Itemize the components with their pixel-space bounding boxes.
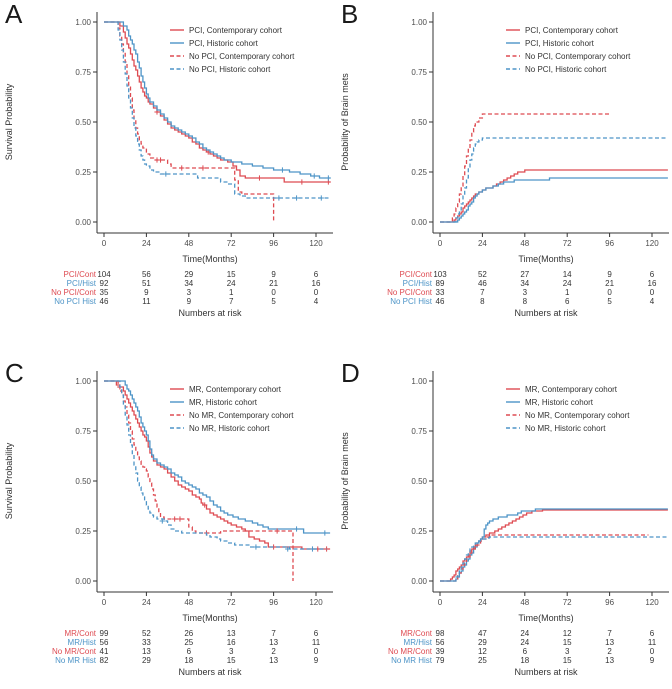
y-tick-label: 1.00	[75, 17, 91, 27]
risk-value: 0	[649, 288, 655, 297]
x-tick-label: 72	[562, 598, 572, 607]
risk-value: 41	[99, 647, 109, 656]
legend-label: No MR, Historic cohort	[189, 423, 270, 433]
risk-row-label: PCI/Hist	[402, 279, 432, 288]
panel-b-letter: B	[341, 0, 359, 29]
y-axis-title: Survival Probability	[4, 442, 14, 520]
risk-row-label: No PCI/Cont	[51, 288, 96, 297]
y-tick-label: 0.25	[411, 167, 427, 177]
y-tick-label: 1.00	[411, 17, 427, 27]
risk-row-label: No PCI/Cont	[387, 288, 432, 297]
risk-value: 0	[649, 647, 655, 656]
censor-mark	[179, 165, 184, 170]
x-tick-label: 48	[184, 598, 194, 607]
risk-value: 34	[184, 279, 194, 288]
legend-label: MR, Contemporary cohort	[189, 384, 282, 394]
panel-c-chart	[0, 359, 336, 689]
risk-value: 7	[271, 629, 276, 638]
x-tick-label: 120	[309, 239, 323, 248]
risk-value: 1	[564, 288, 570, 297]
risk-row-label: No PCI Hist	[390, 297, 432, 306]
risk-value: 56	[141, 270, 151, 279]
risk-value: 98	[435, 629, 445, 638]
x-tick-label: 48	[520, 239, 530, 248]
censor-mark	[312, 173, 317, 178]
panel-a-chart	[0, 0, 336, 330]
x-axis-title: Time(Months)	[182, 613, 238, 623]
km-curve	[440, 509, 668, 581]
panel-a	[0, 0, 336, 330]
risk-value: 89	[435, 279, 445, 288]
x-tick-label: 96	[605, 598, 615, 607]
x-axis-title: Time(Months)	[518, 254, 574, 264]
x-axis-title: Time(Months)	[518, 613, 574, 623]
risk-value: 6	[564, 297, 570, 306]
risk-value: 9	[313, 656, 319, 665]
risk-value: 16	[226, 638, 236, 647]
risk-value: 13	[605, 638, 615, 647]
risk-value: 99	[99, 629, 109, 638]
risk-value: 6	[649, 270, 655, 279]
risk-value: 2	[607, 647, 612, 656]
y-axis-title: Probability of Brain mets	[340, 432, 350, 530]
risk-value: 25	[477, 656, 487, 665]
legend-label: No PCI, Historic cohort	[189, 64, 271, 74]
risk-value: 0	[313, 647, 319, 656]
risk-value: 104	[97, 270, 111, 279]
risk-table-title: Numbers at risk	[178, 308, 242, 318]
risk-value: 46	[99, 297, 109, 306]
risk-value: 11	[311, 638, 321, 647]
risk-row-label: No MR Hist	[55, 656, 96, 665]
risk-value: 9	[607, 270, 612, 279]
y-tick-label: 0.75	[411, 67, 427, 77]
x-tick-label: 24	[141, 598, 151, 607]
risk-value: 92	[99, 279, 109, 288]
risk-value: 0	[607, 288, 612, 297]
risk-row-label: PCI/Cont	[63, 270, 96, 279]
risk-value: 16	[311, 279, 321, 288]
x-tick-label: 72	[226, 239, 236, 248]
risk-table-title: Numbers at risk	[514, 667, 578, 677]
legend-label: MR, Contemporary cohort	[525, 384, 618, 394]
risk-value: 0	[271, 288, 276, 297]
panel-d-chart	[336, 359, 672, 689]
x-tick-label: 24	[477, 598, 487, 607]
risk-value: 16	[647, 279, 657, 288]
legend-label: No PCI, Contemporary cohort	[189, 51, 295, 61]
risk-value: 51	[141, 279, 151, 288]
risk-value: 11	[647, 638, 657, 647]
legend-label: PCI, Contemporary cohort	[189, 25, 282, 35]
x-tick-label: 72	[226, 598, 236, 607]
risk-value: 12	[562, 629, 572, 638]
risk-value: 9	[186, 297, 192, 306]
y-tick-label: 0.50	[411, 476, 427, 486]
x-tick-label: 120	[645, 239, 659, 248]
risk-value: 29	[184, 270, 194, 279]
y-tick-label: 1.00	[75, 376, 91, 386]
censor-mark	[319, 195, 324, 200]
risk-value: 33	[141, 638, 151, 647]
x-tick-label: 120	[645, 598, 659, 607]
risk-value: 79	[435, 656, 445, 665]
risk-value: 82	[99, 656, 109, 665]
risk-value: 24	[226, 279, 236, 288]
censor-mark	[280, 167, 285, 172]
risk-value: 15	[226, 270, 236, 279]
risk-value: 56	[99, 638, 109, 647]
censor-mark	[322, 530, 327, 535]
y-tick-label: 0.00	[75, 576, 91, 586]
risk-value: 56	[435, 638, 445, 647]
legend-label: No MR, Contemporary cohort	[525, 410, 630, 420]
km-curve	[440, 535, 649, 581]
risk-value: 103	[433, 270, 447, 279]
x-tick-label: 0	[101, 239, 107, 248]
panel-a-letter: A	[5, 0, 23, 29]
risk-value: 26	[184, 629, 194, 638]
y-tick-label: 0.00	[411, 576, 427, 586]
risk-value: 8	[522, 297, 528, 306]
risk-table-title: Numbers at risk	[514, 308, 578, 318]
risk-value: 13	[269, 656, 279, 665]
censor-mark	[163, 171, 168, 176]
risk-row-label: MR/Cont	[400, 629, 432, 638]
x-tick-label: 0	[437, 239, 443, 248]
risk-row-label: No MR Hist	[391, 656, 432, 665]
risk-value: 15	[562, 638, 572, 647]
censor-mark	[294, 526, 299, 531]
x-tick-label: 0	[437, 598, 443, 607]
legend-label: MR, Historic cohort	[525, 397, 594, 407]
risk-value: 7	[228, 297, 234, 306]
risk-value: 8	[480, 297, 485, 306]
risk-row-label: MR/Cont	[64, 629, 96, 638]
x-tick-label: 72	[562, 239, 572, 248]
censor-mark	[326, 175, 331, 180]
risk-value: 2	[271, 647, 276, 656]
censor-mark	[200, 165, 205, 170]
censor-mark	[299, 179, 304, 184]
risk-row-label: MR/Hist	[67, 638, 96, 647]
legend-label: PCI, Historic cohort	[189, 38, 258, 48]
risk-value: 39	[435, 647, 445, 656]
risk-value: 52	[141, 629, 151, 638]
risk-value: 6	[522, 647, 528, 656]
x-tick-label: 48	[520, 598, 530, 607]
panel-c	[0, 359, 336, 689]
y-tick-label: 0.75	[411, 426, 427, 436]
y-tick-label: 0.50	[411, 117, 427, 127]
risk-value: 7	[480, 288, 485, 297]
risk-value: 15	[226, 656, 236, 665]
y-tick-label: 0.25	[411, 526, 427, 536]
x-tick-label: 48	[184, 239, 194, 248]
risk-value: 3	[564, 647, 570, 656]
risk-value: 12	[477, 647, 487, 656]
risk-value: 9	[144, 288, 149, 297]
risk-value: 6	[313, 270, 319, 279]
km-curve	[440, 510, 668, 581]
risk-value: 24	[520, 638, 530, 647]
risk-value: 6	[649, 629, 655, 638]
x-tick-label: 96	[269, 239, 279, 248]
panel-d-letter: D	[341, 358, 360, 388]
risk-row-label: No MR/Cont	[51, 647, 96, 656]
risk-value: 24	[562, 279, 572, 288]
risk-value: 18	[520, 656, 530, 665]
risk-value: 21	[605, 279, 615, 288]
risk-value: 4	[649, 297, 655, 306]
risk-value: 5	[271, 297, 276, 306]
risk-row-label: No PCI Hist	[54, 297, 96, 306]
risk-value: 21	[269, 279, 279, 288]
risk-value: 29	[477, 638, 487, 647]
panel-b-chart	[336, 0, 672, 330]
x-tick-label: 0	[101, 598, 107, 607]
risk-value: 33	[435, 288, 445, 297]
legend-label: MR, Historic cohort	[189, 397, 258, 407]
risk-value: 5	[607, 297, 612, 306]
x-tick-label: 96	[269, 598, 279, 607]
legend-label: No PCI, Contemporary cohort	[525, 51, 631, 61]
y-tick-label: 0.50	[75, 117, 91, 127]
x-tick-label: 120	[309, 598, 323, 607]
risk-value: 13	[226, 629, 236, 638]
km-curve	[440, 178, 668, 222]
risk-value: 25	[184, 638, 194, 647]
risk-value: 3	[186, 288, 192, 297]
y-tick-label: 0.25	[75, 167, 91, 177]
legend-label: PCI, Historic cohort	[525, 38, 594, 48]
censor-mark	[310, 546, 315, 551]
legend-label: No MR, Historic cohort	[525, 423, 606, 433]
censor-mark	[172, 516, 177, 521]
risk-value: 13	[605, 656, 615, 665]
panel-b	[336, 0, 672, 330]
censor-mark	[158, 157, 163, 162]
legend-label: PCI, Contemporary cohort	[525, 25, 618, 35]
x-tick-label: 96	[605, 239, 615, 248]
y-tick-label: 1.00	[411, 376, 427, 386]
risk-value: 9	[649, 656, 655, 665]
y-axis-title: Probability of Brain mets	[340, 73, 350, 171]
risk-value: 1	[228, 288, 234, 297]
risk-value: 27	[520, 270, 530, 279]
risk-value: 4	[313, 297, 319, 306]
risk-value: 11	[142, 297, 151, 306]
risk-row-label: MR/Hist	[403, 638, 432, 647]
censor-mark	[276, 195, 281, 200]
risk-row-label: PCI/Cont	[399, 270, 432, 279]
risk-value: 6	[313, 629, 319, 638]
y-tick-label: 0.75	[75, 426, 91, 436]
risk-value: 47	[477, 629, 487, 638]
risk-value: 15	[562, 656, 572, 665]
risk-value: 13	[141, 647, 151, 656]
km-curve	[440, 138, 668, 222]
x-axis-title: Time(Months)	[182, 254, 238, 264]
legend-label: No PCI, Historic cohort	[525, 64, 607, 74]
km-curve	[440, 537, 668, 581]
risk-value: 3	[522, 288, 528, 297]
y-tick-label: 0.50	[75, 476, 91, 486]
y-tick-label: 0.25	[75, 526, 91, 536]
risk-value: 18	[184, 656, 194, 665]
y-tick-label: 0.00	[411, 217, 427, 227]
risk-value: 34	[520, 279, 530, 288]
risk-value: 24	[520, 629, 530, 638]
risk-row-label: No MR/Cont	[387, 647, 432, 656]
risk-value: 35	[99, 288, 109, 297]
censor-mark	[257, 175, 262, 180]
risk-value: 6	[186, 647, 192, 656]
risk-value: 14	[562, 270, 572, 279]
panel-c-letter: C	[5, 358, 24, 388]
risk-value: 0	[313, 288, 319, 297]
risk-row-label: PCI/Hist	[66, 279, 96, 288]
x-tick-label: 24	[141, 239, 151, 248]
panel-d	[336, 359, 672, 689]
risk-value: 46	[477, 279, 487, 288]
censor-mark	[177, 516, 182, 521]
y-axis-title: Survival Probability	[4, 83, 14, 161]
x-tick-label: 24	[477, 239, 487, 248]
risk-value: 29	[141, 656, 151, 665]
y-tick-label: 0.00	[75, 217, 91, 227]
risk-value: 13	[269, 638, 279, 647]
censor-mark	[253, 544, 258, 549]
risk-value: 3	[228, 647, 234, 656]
risk-value: 52	[477, 270, 487, 279]
y-tick-label: 0.75	[75, 67, 91, 77]
risk-value: 7	[607, 629, 612, 638]
risk-value: 46	[435, 297, 445, 306]
censor-mark	[294, 195, 299, 200]
legend-label: No MR, Contemporary cohort	[189, 410, 294, 420]
risk-table-title: Numbers at risk	[178, 667, 242, 677]
risk-value: 9	[271, 270, 276, 279]
